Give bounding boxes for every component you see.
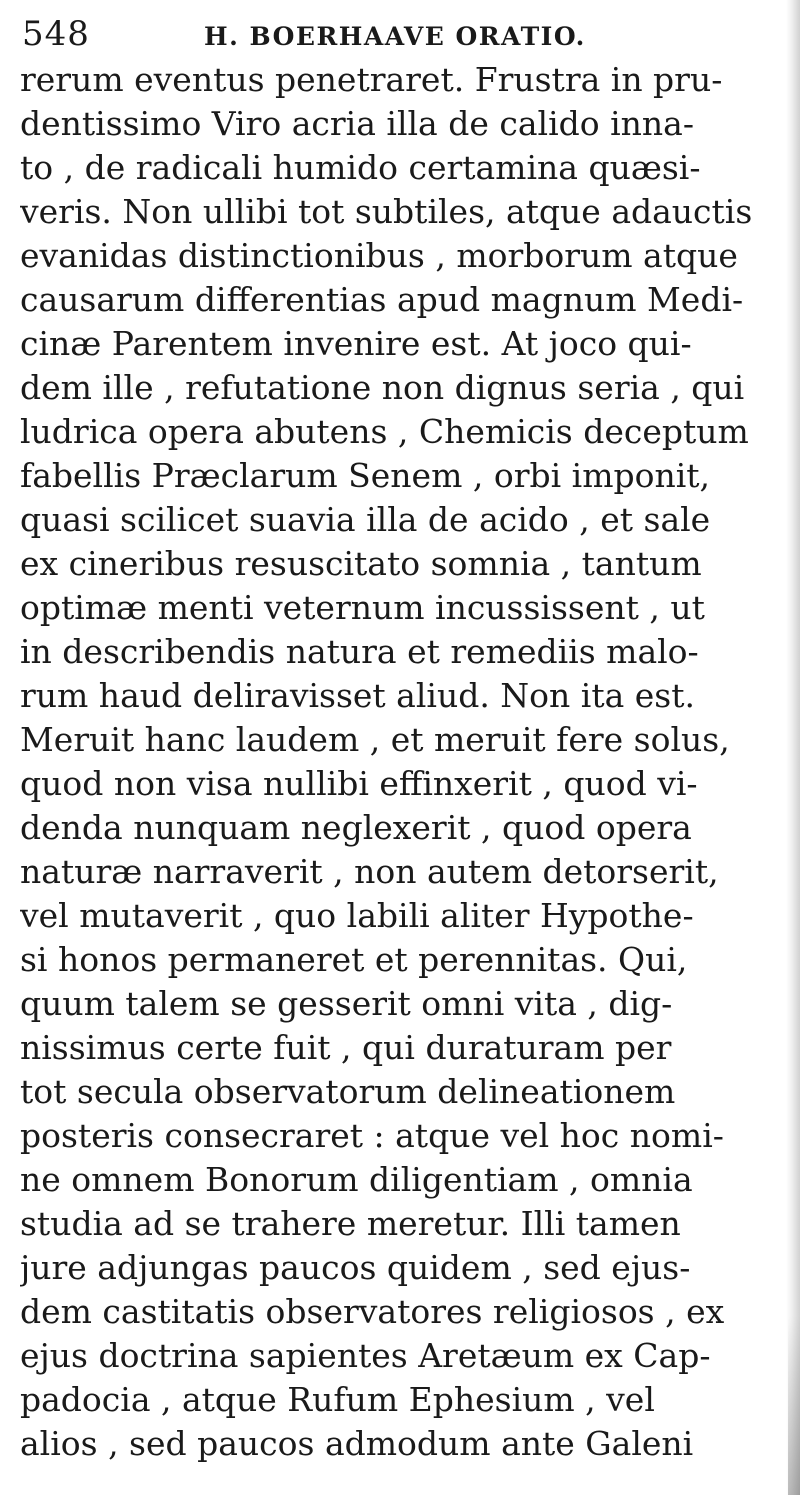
running-title: H. BOERHAAVE ORATIO. <box>204 22 586 51</box>
body-text <box>20 58 780 1466</box>
text-line: Meruit hanc laudem , et meruit fere solus, <box>20 720 730 759</box>
text-line: padocia , atque Rufum Ephesium , vel <box>20 1380 655 1419</box>
text-line: dentissimo Viro acria illa de calido inna- <box>20 104 694 143</box>
text-line: causarum differentias apud magnum Medi- <box>20 280 744 319</box>
text-line: rum haud deliravisset aliud. Non ita est. <box>20 676 695 715</box>
text-line: nissimus certe fuit , qui duraturam per <box>20 1028 672 1067</box>
text-line: in describendis natura et remediis malo- <box>20 632 699 671</box>
running-head <box>22 14 782 58</box>
text-line: naturæ narraverit , non autem detorserit, <box>20 852 719 891</box>
page-corner-shadow <box>788 1315 800 1495</box>
text-line: jure adjungas paucos quidem , sed ejus- <box>20 1248 691 1287</box>
text-line: posteris consecraret : atque vel hoc nomi- <box>20 1116 724 1155</box>
text-line: rerum eventus penetraret. Frustra in pru- <box>20 60 723 99</box>
text-line: quasi scilicet suavia illa de acido , et sale <box>20 500 711 539</box>
page-number: 548 <box>22 14 90 54</box>
text-line: ludrica opera abutens , Chemicis deceptum <box>20 412 749 451</box>
text-line: dem ille , refutatione non dignus seria , qui <box>20 368 745 407</box>
text-line: tot secula observatorum delineationem <box>20 1072 676 1111</box>
text-line: veris. Non ullibi tot subtiles, atque adauctis <box>20 192 753 231</box>
page-edge-shadow <box>786 0 800 1495</box>
text-line: studia ad se trahere meretur. Illi tamen <box>20 1204 681 1243</box>
text-line: dem castitatis observatores religiosos , ex <box>20 1292 725 1331</box>
text-line: to , de radicali humido certamina quæsi- <box>20 148 701 187</box>
text-line: ne omnem Bonorum diligentiam , omnia <box>20 1160 693 1199</box>
text-line: evanidas distinctionibus , morborum atque <box>20 236 738 275</box>
text-line: ex cineribus resuscitato somnia , tantum <box>20 544 702 583</box>
text-line: quod non visa nullibi effinxerit , quod vi- <box>20 764 698 803</box>
text-line: optimæ menti veternum incussissent , ut <box>20 588 705 627</box>
text-line: vel mutaverit , quo labili aliter Hypothe- <box>20 896 694 935</box>
text-line: si honos permaneret et perennitas. Qui, <box>20 940 688 979</box>
text-line: fabellis Præclarum Senem , orbi imponit, <box>20 456 711 495</box>
text-line: ejus doctrina sapientes Aretæum ex Cap- <box>20 1336 711 1375</box>
text-line: alios , sed paucos admodum ante Galeni <box>20 1424 694 1463</box>
text-line: cinæ Parentem invenire est. At joco qui- <box>20 324 692 363</box>
text-line: quum talem se gesserit omni vita , dig- <box>20 984 673 1023</box>
text-line: denda nunquam neglexerit , quod opera <box>20 808 692 847</box>
